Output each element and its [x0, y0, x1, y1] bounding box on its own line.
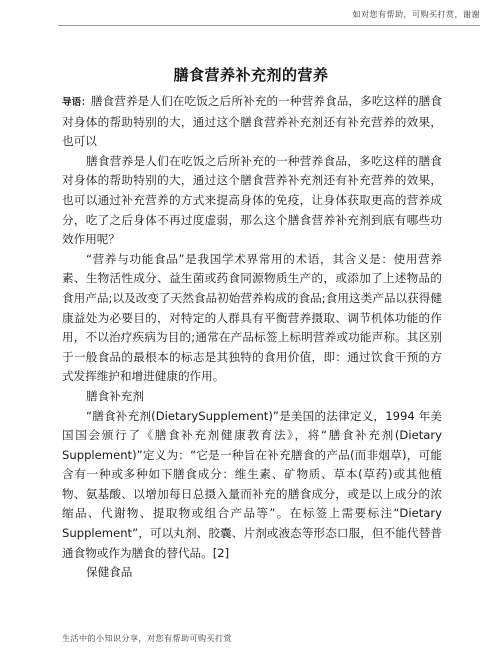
intro-text: 膳食营养是人们在吃饭之后所补充的一种营养食品，多吃这样的膳食对身体的帮助特别的大，通过这个膳食营养补充剂还有补充营养的效果，也可以 [62, 94, 442, 149]
section-heading: 膳食补充剂 [86, 388, 144, 403]
header-divider [58, 25, 480, 26]
body-paragraph: “营养与功能食品”是我国学术界常用的术语，其含义是：使用营养素、生物活性成分、益生菌或药食同源物质生产的，或添加了上述物品的食用产品;以及改变了天然食品初始营养构成的食品;食用这类产品以获得健康益处为必要目的，对特定的人群具有平衡营养摄取、调节机体功能的作用，不以治疗疾病为目的;通常在产品标签上标明营养或功能声称。其区别于一般食品的最根本的标志是其独特的食用价值，即：通过饮食干预的方式发挥维护和增进健康的作用。 [62, 251, 442, 384]
body-paragraph: 膳食营养是人们在吃饭之后所补充的一种营养食品，多吃这样的膳食对身体的帮助特别的大，通过这个膳食营养补充剂还有补充营养的效果，也可以通过补充营养的方式来提高身体的免疫，让身体获取更高的营养成分，吃了之后身体不再过度虚弱，那么这个膳食营养补充剂到底有哪些功效作用呢？ [62, 153, 442, 247]
section-heading: 保健食品 [86, 565, 133, 580]
intro-label: 导语： [62, 97, 91, 108]
body-paragraph: “膳食补充剂(DietarySupplement)”是美国的法律定义，1994 年美国国会颁行了《膳食补充剂健康教育法》，将“膳食补充剂(Dietary Supplement)”定义为：“它是一种旨在补充膳食的产品(而非烟草)，可能含有一种或多种如下膳食成分：维生素、矿物质、草本(草药)或其他植物、氨基酸、以增加每日总摄入量而补充的膳食成分，或是以上成分的浓缩品、代谢物、提取物或组合产品等”。在标签上需要标注“Dietary Supplement”，可以丸剂、胶囊、片剂或液态等形态口服，但不能代替普通食物或作为膳食的替代品。[2] [62, 408, 442, 560]
footer-note: 生活中的小知识分享，对您有帮助可购买打赏 [62, 634, 232, 643]
document-body [62, 92, 442, 583]
intro-paragraph [62, 92, 442, 152]
document-title: 膳食营养补充剂的营养 [173, 66, 329, 84]
header-note: 如对您有帮助，可购买打赏，谢谢 [352, 10, 480, 19]
